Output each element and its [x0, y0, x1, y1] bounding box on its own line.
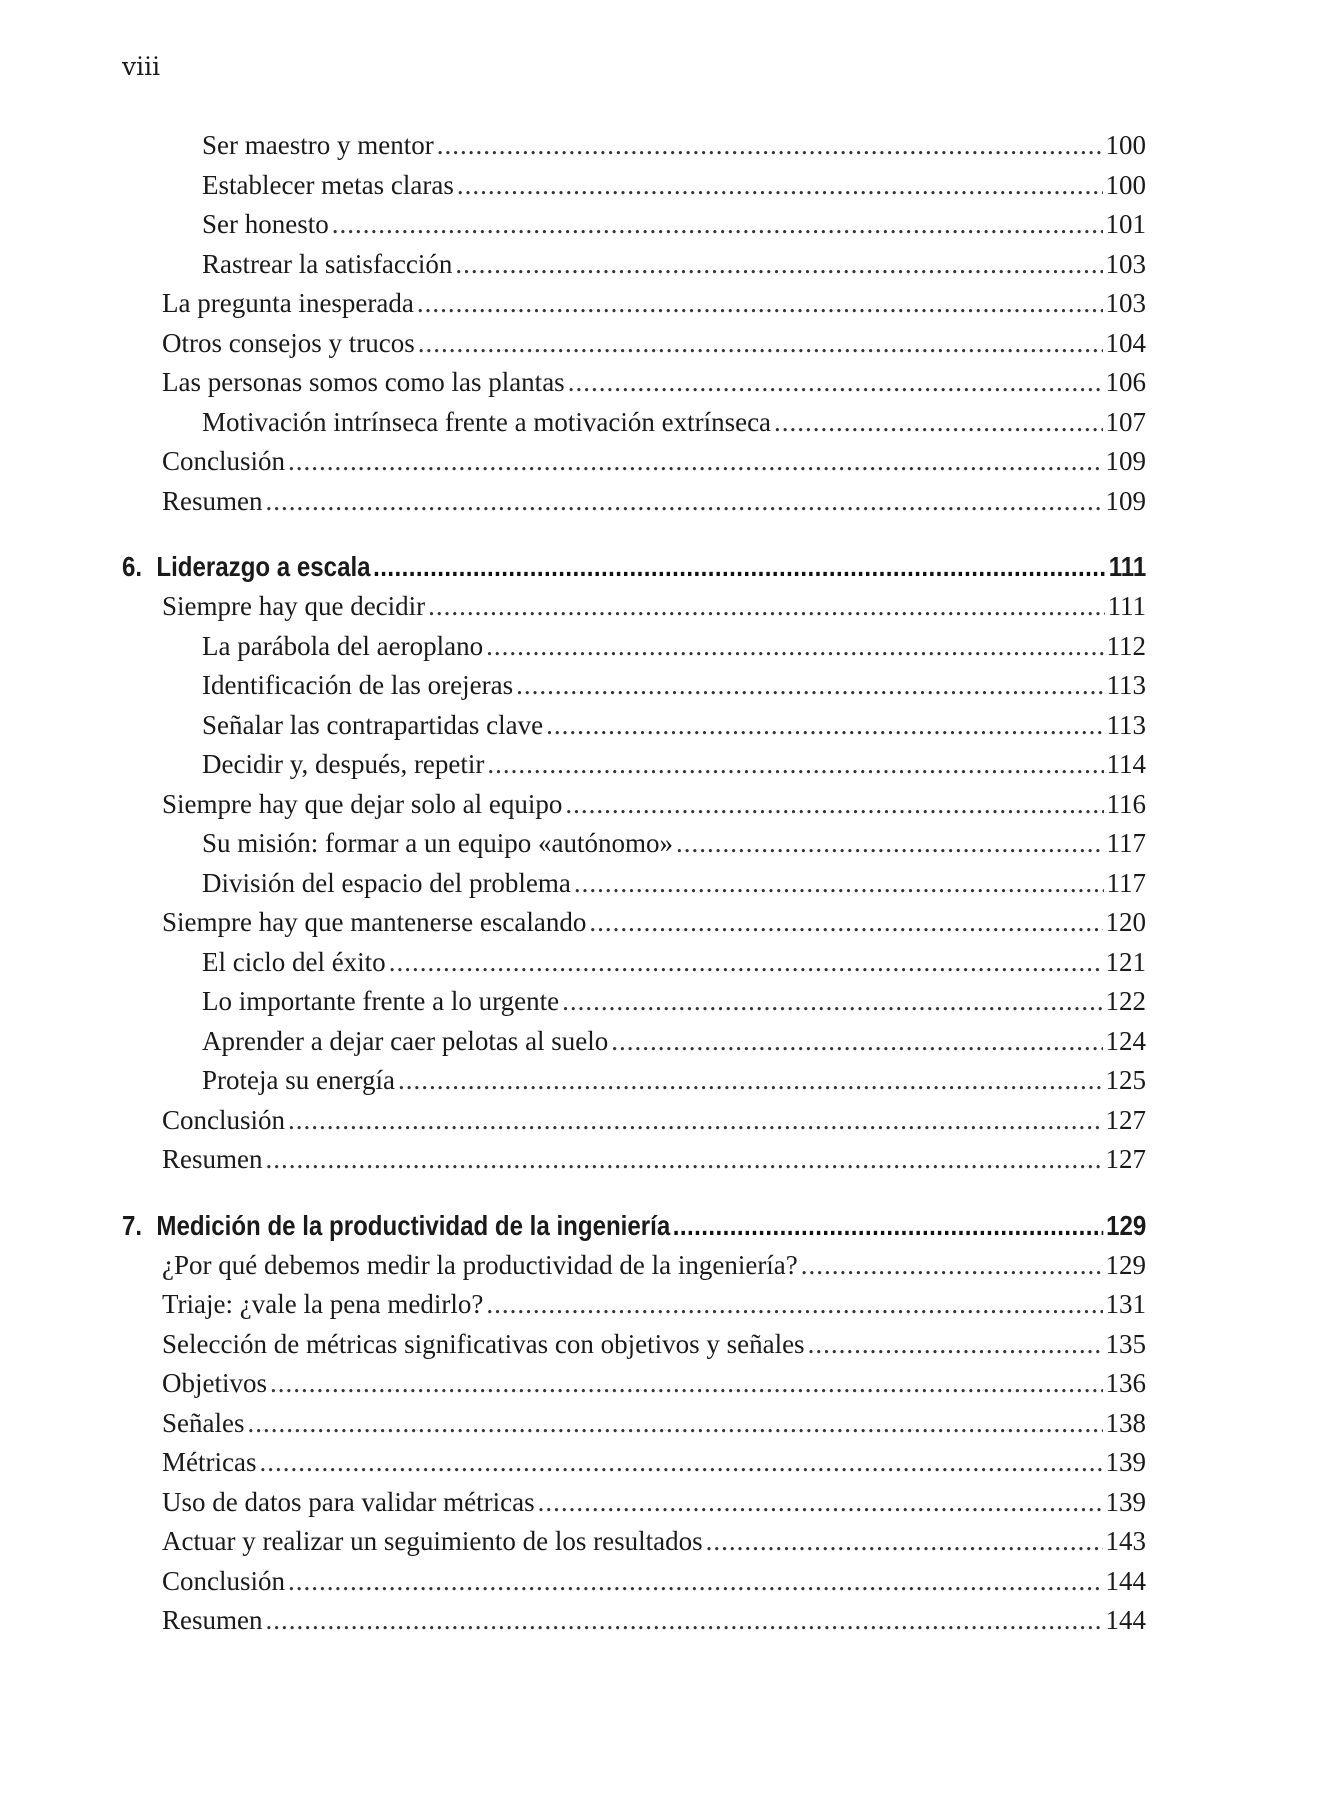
toc-entry-page: 113 — [1106, 670, 1146, 700]
toc-entry-page: 143 — [1105, 1526, 1146, 1556]
toc-entry[interactable] — [122, 1144, 1146, 1184]
toc-entry[interactable] — [122, 1289, 1146, 1329]
toc-entry[interactable] — [122, 749, 1146, 789]
toc-entry-title: Selección de métricas significativas con objetivos y señales — [162, 1328, 805, 1359]
toc-entry-page: 135 — [1105, 1328, 1146, 1359]
dot-leader — [288, 1105, 1102, 1136]
toc-entry-title: La pregunta inesperada — [162, 288, 414, 318]
toc-entry-page: 144 — [1105, 1565, 1146, 1596]
toc-entry-title: Conclusión — [162, 446, 286, 476]
toc-entry[interactable] — [122, 288, 1146, 328]
toc-entry-page: 101 — [1105, 209, 1146, 239]
toc-entry-page: 131 — [1105, 1289, 1146, 1319]
dot-leader — [673, 1210, 1104, 1242]
toc-entry-title: Su misión: formar a un equipo «autónomo» — [202, 828, 673, 858]
table-of-contents — [122, 130, 1146, 1645]
toc-entry[interactable] — [122, 170, 1146, 210]
chapter-number: 6. — [122, 551, 143, 582]
toc-entry[interactable] — [122, 1368, 1146, 1408]
dot-leader — [538, 1487, 1103, 1518]
toc-entry-page: 116 — [1106, 788, 1146, 819]
toc-entry[interactable] — [122, 1487, 1146, 1527]
toc-entry-title: División del espacio del problema — [202, 867, 571, 898]
dot-leader — [259, 1447, 1102, 1478]
toc-entry[interactable] — [122, 446, 1146, 486]
dot-leader — [288, 446, 1102, 477]
toc-entry[interactable] — [122, 249, 1146, 289]
toc-entry-title: Resumen — [162, 1605, 263, 1635]
dot-leader — [455, 249, 1102, 280]
dot-leader — [266, 486, 1103, 517]
toc-entry[interactable] — [122, 407, 1146, 447]
toc-entry-title: Ser maestro y mentor — [202, 130, 434, 160]
toc-entry[interactable] — [122, 1566, 1146, 1606]
toc-entry-title: Rastrear la satisfacción — [202, 248, 453, 279]
dot-leader — [398, 1065, 1103, 1096]
toc-entry[interactable] — [122, 1026, 1146, 1066]
toc-entry[interactable] — [122, 1605, 1146, 1645]
toc-entry-page: 107 — [1105, 406, 1146, 437]
toc-entry-title: Conclusión — [162, 1565, 286, 1596]
toc-entry-title: Resumen — [162, 1144, 263, 1174]
dot-leader — [332, 209, 1103, 240]
toc-entry-title: Ser honesto — [202, 209, 329, 239]
toc-entry-page: 106 — [1105, 367, 1146, 397]
dot-leader — [706, 1526, 1103, 1557]
toc-entry[interactable] — [122, 1447, 1146, 1487]
toc-entry-title: Siempre hay que mantenerse escalando — [162, 907, 587, 937]
toc-entry[interactable] — [122, 591, 1146, 631]
dot-leader — [562, 986, 1102, 1017]
dot-leader — [574, 868, 1104, 899]
toc-entry[interactable] — [122, 1065, 1146, 1105]
dot-leader — [676, 828, 1104, 859]
toc-entry-title: Actuar y realizar un seguimiento de los resultados — [162, 1526, 703, 1556]
toc-chapter-6 — [122, 551, 1146, 1184]
dot-leader — [418, 328, 1103, 359]
toc-entry-title: Señalar las contrapartidas clave — [202, 709, 544, 740]
dot-leader — [546, 710, 1103, 741]
toc-entry-page: 117 — [1106, 867, 1146, 898]
toc-entry-page: 100 — [1105, 169, 1146, 200]
toc-entry-title: Conclusión — [162, 1104, 286, 1135]
toc-chapter-7 — [122, 1210, 1146, 1645]
page-number: viii — [122, 52, 161, 81]
dot-leader — [801, 1250, 1103, 1281]
toc-entry-page: 127 — [1105, 1144, 1146, 1174]
toc-entry-title: Uso de datos para validar métricas — [162, 1486, 535, 1517]
toc-entry-page: 129 — [1105, 1249, 1146, 1280]
toc-entry-title: Lo importante frente a lo urgente — [202, 986, 560, 1016]
toc-entry-page: 112 — [1106, 630, 1146, 661]
toc-entry-title: El ciclo del éxito — [202, 946, 386, 977]
chapter-title: Liderazgo a escala — [156, 551, 371, 582]
toc-entry-page: 120 — [1105, 907, 1146, 937]
toc-entry[interactable] — [122, 209, 1146, 249]
toc-entry-page: 100 — [1105, 130, 1146, 160]
toc-entry[interactable] — [122, 986, 1146, 1026]
dot-leader — [457, 170, 1103, 201]
dot-leader — [373, 551, 1106, 583]
dot-leader — [270, 1368, 1103, 1399]
toc-entry[interactable] — [122, 1526, 1146, 1566]
toc-entry[interactable] — [122, 130, 1146, 170]
toc-entry-page: 122 — [1105, 986, 1146, 1016]
dot-leader — [516, 670, 1103, 701]
dot-leader — [487, 749, 1103, 780]
toc-entry-page: 139 — [1105, 1447, 1146, 1477]
toc-entry[interactable] — [122, 1329, 1146, 1369]
toc-entry[interactable] — [122, 710, 1146, 750]
chapter-number: 7. — [122, 1209, 143, 1241]
toc-entry[interactable] — [122, 868, 1146, 908]
toc-entry-title: Siempre hay que dejar solo al equipo — [162, 788, 563, 819]
dot-leader — [589, 907, 1102, 938]
chapter-heading[interactable] — [122, 551, 1146, 591]
toc-entry[interactable] — [122, 1408, 1146, 1448]
toc-entry-title: Objetivos — [162, 1368, 267, 1398]
toc-entry[interactable] — [122, 907, 1146, 947]
toc-entry-page: 104 — [1105, 327, 1146, 358]
toc-entry[interactable] — [122, 828, 1146, 868]
toc-continued-section — [122, 130, 1146, 525]
toc-entry-page: 117 — [1106, 828, 1146, 858]
toc-entry-page: 111 — [1107, 591, 1146, 621]
toc-entry-title: Identificación de las orejeras — [202, 670, 514, 700]
toc-entry-page: 127 — [1105, 1104, 1146, 1135]
toc-entry[interactable] — [122, 670, 1146, 710]
dot-leader — [486, 631, 1103, 662]
toc-entry-title: Siempre hay que decidir — [162, 591, 426, 621]
toc-entry-page: 109 — [1105, 485, 1146, 516]
toc-entry-page: 103 — [1105, 248, 1146, 279]
dot-leader — [266, 1144, 1103, 1175]
dot-leader — [266, 1605, 1103, 1636]
dot-leader — [417, 288, 1103, 319]
toc-entry-title: Establecer metas claras — [202, 169, 454, 200]
toc-entry-title: Proteja su energía — [202, 1065, 395, 1095]
toc-entry[interactable] — [122, 1250, 1146, 1290]
toc-entry-title: Las personas somos como las plantas — [162, 367, 565, 397]
toc-entry[interactable] — [122, 789, 1146, 829]
toc-entry-title: La parábola del aeroplano — [202, 630, 484, 661]
toc-entry-title: Otros consejos y trucos — [162, 327, 415, 358]
toc-entry-page: 109 — [1105, 446, 1146, 476]
toc-entry-page: 121 — [1105, 946, 1146, 977]
dot-leader — [288, 1566, 1102, 1597]
toc-entry-title: ¿Por qué debemos medir la productividad de la ingeniería? — [162, 1249, 798, 1280]
dot-leader — [486, 1289, 1102, 1320]
toc-entry-title: Métricas — [162, 1447, 257, 1477]
toc-entry-page: 144 — [1105, 1605, 1146, 1635]
toc-entry-title: Triaje: ¿vale la pena medirlo? — [162, 1289, 484, 1319]
chapter-page: 111 — [1108, 551, 1147, 582]
toc-entry-page: 124 — [1105, 1025, 1146, 1056]
toc-entry-page: 139 — [1105, 1486, 1146, 1517]
toc-entry[interactable] — [122, 947, 1146, 987]
dot-leader — [774, 407, 1102, 438]
dot-leader — [428, 591, 1104, 622]
toc-entry-title: Decidir y, después, repetir — [202, 749, 485, 779]
dot-leader — [808, 1329, 1103, 1360]
toc-entry[interactable] — [122, 1105, 1146, 1145]
toc-entry-page: 103 — [1105, 288, 1146, 318]
toc-entry-page: 125 — [1105, 1065, 1146, 1095]
toc-entry[interactable] — [122, 486, 1146, 526]
chapter-page: 129 — [1106, 1209, 1147, 1241]
dot-leader — [389, 947, 1103, 978]
toc-entry-page: 138 — [1105, 1407, 1146, 1438]
toc-entry-page: 136 — [1105, 1368, 1146, 1398]
dot-leader — [568, 367, 1103, 398]
chapter-title: Medición de la productividad de la ingeniería — [156, 1209, 671, 1241]
toc-entry-title: Resumen — [162, 485, 263, 516]
toc-entry-title: Motivación intrínseca frente a motivación extrínseca — [202, 406, 772, 437]
chapter-heading[interactable] — [122, 1210, 1146, 1250]
toc-entry-page: 114 — [1106, 749, 1146, 779]
toc-entry-title: Señales — [162, 1407, 245, 1438]
toc-entry-page: 113 — [1106, 709, 1146, 740]
toc-entry-title: Aprender a dejar caer pelotas al suelo — [202, 1025, 609, 1056]
toc-entry[interactable] — [122, 328, 1146, 368]
dot-leader — [247, 1408, 1102, 1439]
dot-leader — [437, 130, 1103, 161]
toc-entry[interactable] — [122, 631, 1146, 671]
toc-entry[interactable] — [122, 367, 1146, 407]
dot-leader — [565, 789, 1103, 820]
dot-leader — [611, 1026, 1102, 1057]
